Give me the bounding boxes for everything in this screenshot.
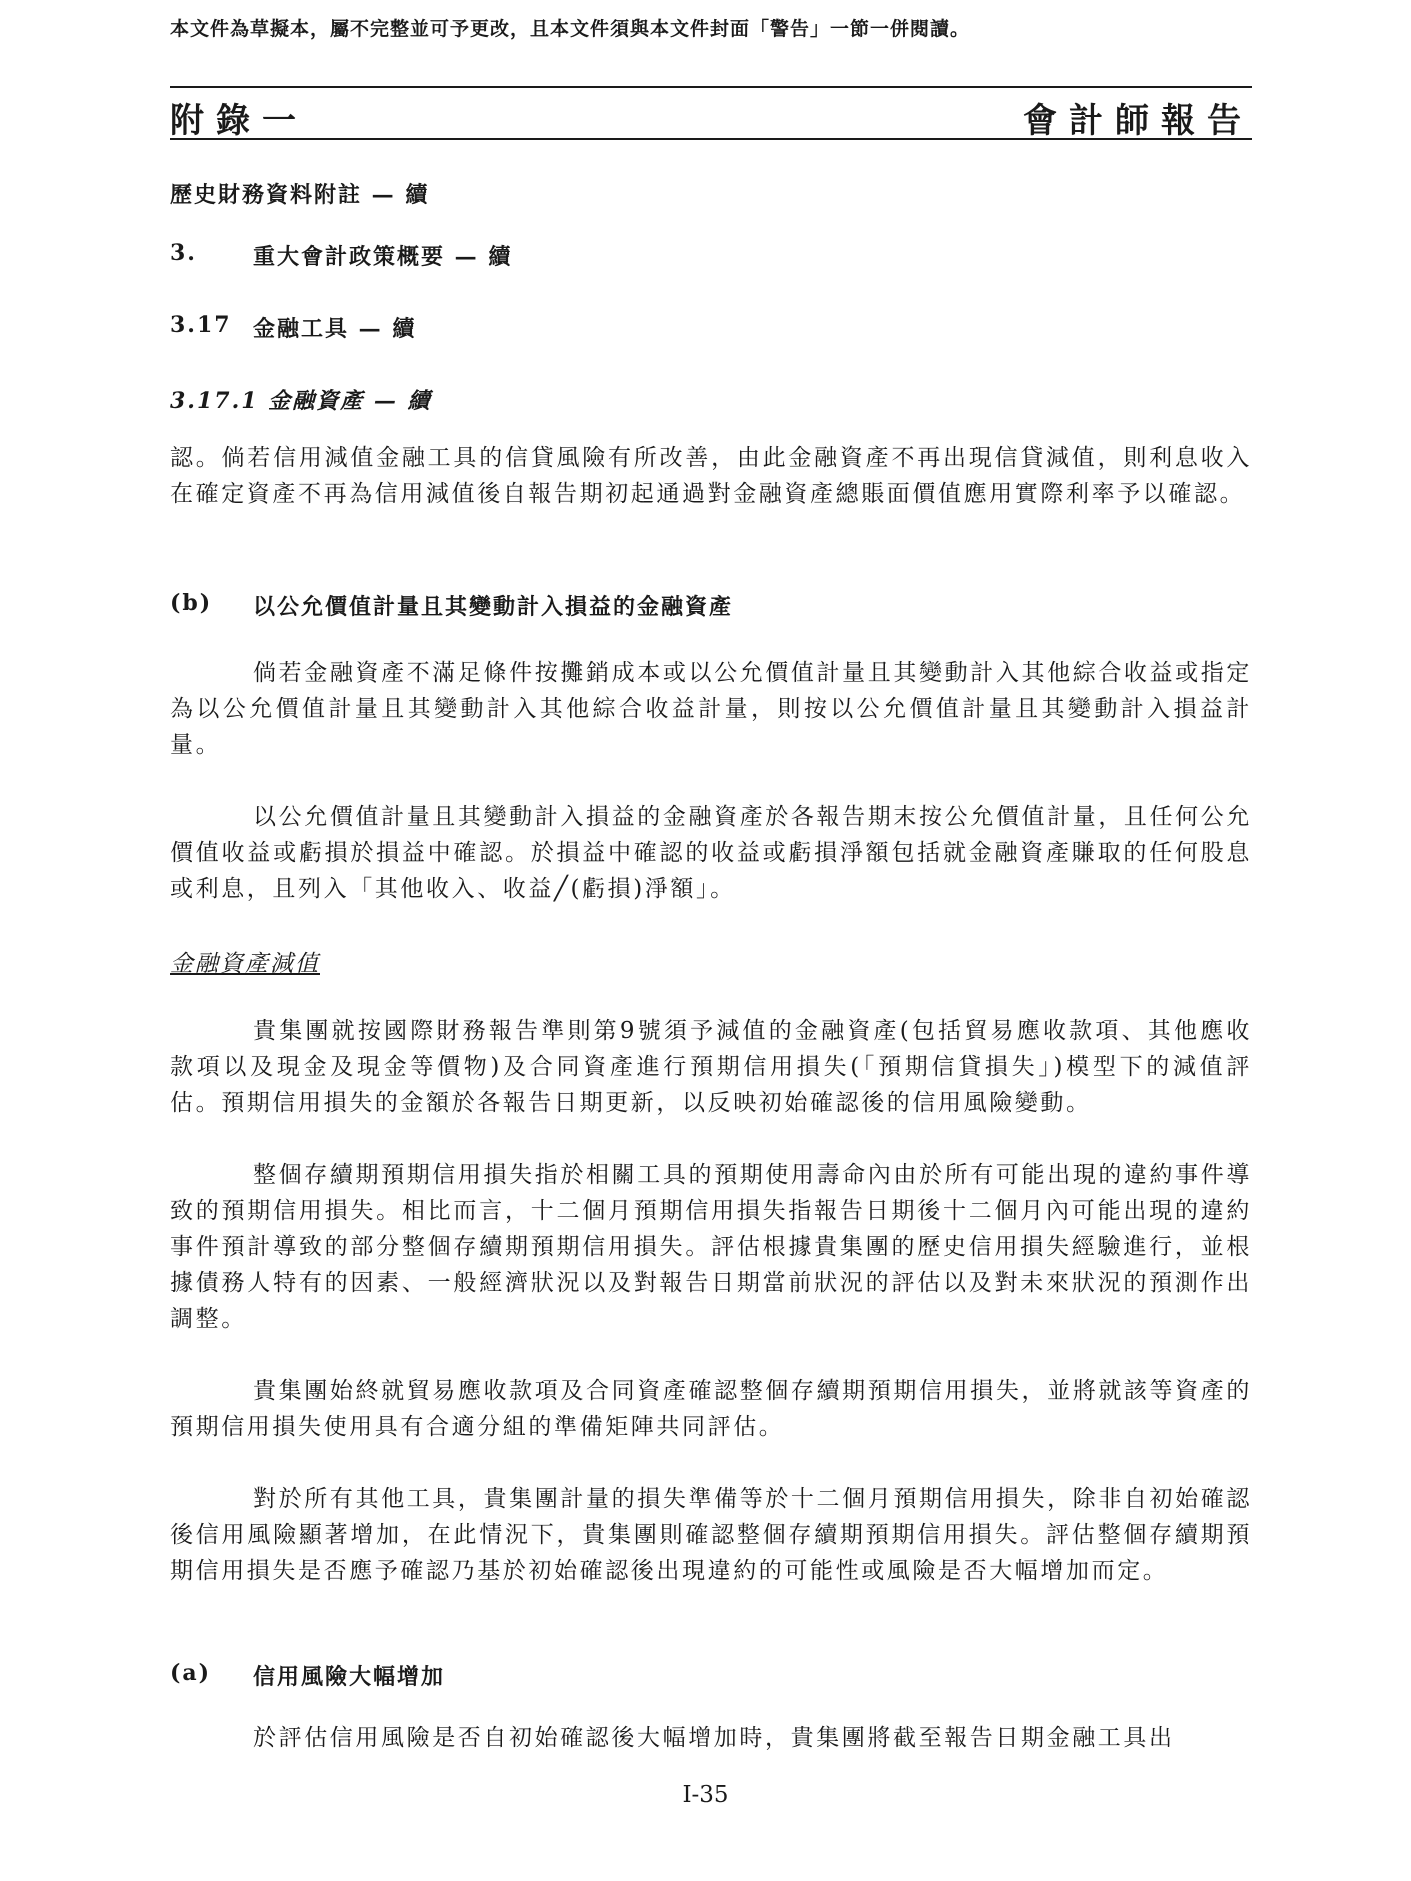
paragraph-continued: 認。倘若信用減值金融工具的信貸風險有所改善，由此金融資產不再出現信貸減值，則利息收入在確定資產不再為信用減值後自報告期初起通過對金融資產總賬面價值應用實際利率予以確認。 <box>170 445 1252 507</box>
report-title: 會計師報告 <box>1023 101 1253 141</box>
paragraph-b2: 以公允價值計量且其變動計入損益的金融資產於各報告期末按公允價值計量，且任何公允價值收益或虧損於損益中確認。於損益中確認的收益或虧損淨額包括就金融資產賺取的任何股息或利息，且列入「其他收入、收益╱(虧損)淨額」。 <box>170 804 1252 902</box>
section-title: 歷史財務資料附註 — 續 <box>170 182 430 208</box>
heading-a <box>0 1660 1411 1690</box>
paragraph-b1: 倘若金融資產不滿足條件按攤銷成本或以公允價值計量且其變動計入其他綜合收益或指定為以公允價值計量且其變動計入其他綜合收益計量，則按以公允價值計量且其變動計入損益計量。 <box>170 660 1252 758</box>
paragraph-impairment-3: 貴集團始終就貿易應收款項及合同資產確認整個存續期預期信用損失，並將就該等資產的預期信用損失使用具有合適分組的準備矩陣共同評估。 <box>170 1378 1252 1440</box>
appendix-label: 附錄一 <box>170 101 308 141</box>
page-number: I-35 <box>682 1782 729 1808</box>
subheading-impairment: 金融資產減值 <box>170 951 320 977</box>
heading-number: (b) <box>170 590 213 616</box>
draft-disclaimer: 本文件為草擬本，屬不完整並可予更改，且本文件須與本文件封面「警告」一節一併閱讀。 <box>170 18 971 40</box>
heading-title: 信用風險大幅增加 <box>253 1664 446 1690</box>
heading-number: 3. <box>170 240 197 266</box>
heading-3 <box>0 240 1411 270</box>
heading-number: (a) <box>170 1660 212 1686</box>
heading-b <box>0 590 1411 620</box>
header-rule-bottom <box>170 138 1252 140</box>
heading-number: 3.17 <box>170 312 232 338</box>
paragraph-impairment-2: 整個存續期預期信用損失指於相關工具的預期使用壽命內由於所有可能出現的違約事件導致的預期信用損失。相比而言，十二個月預期信用損失指報告日期後十二個月內可能出現的違約事件預計導致的部分整個存續期預期信用損失。評估根據貴集團的歷史信用損失經驗進行，並根據債務人特有的因素、一般經濟狀況以及對報告日期當前狀況的評估以及對未來狀況的預測作出調整。 <box>170 1162 1252 1332</box>
paragraph-impairment-4: 對於所有其他工具，貴集團計量的損失準備等於十二個月預期信用損失，除非自初始確認後信用風險顯著增加，在此情況下，貴集團則確認整個存續期預期信用損失。評估整個存續期預期信用損失是否應予確認乃基於初始確認後出現違約的可能性或風險是否大幅增加而定。 <box>170 1486 1252 1584</box>
paragraph-impairment-1: 貴集團就按國際財務報告準則第9號須予減值的金融資產(包括貿易應收款項、其他應收款項以及現金及現金等價物)及合同資產進行預期信用損失(「預期信貸損失」)模型下的減值評估。預期信用損失的金額於各報告日期更新，以反映初始確認後的信用風險變動。 <box>170 1018 1252 1116</box>
paragraph-a1: 於評估信用風險是否自初始確認後大幅增加時，貴集團將截至報告日期金融工具出 <box>253 1725 1175 1751</box>
heading-3-17 <box>0 312 1411 342</box>
heading-title: 金融工具 — 續 <box>253 316 417 342</box>
header-rule-top <box>170 86 1252 88</box>
heading-3-17-1: 3.17.1 金融資產 — 續 <box>170 388 432 414</box>
heading-title: 重大會計政策概要 — 續 <box>253 244 513 270</box>
heading-title: 以公允價值計量且其變動計入損益的金融資產 <box>253 594 734 620</box>
